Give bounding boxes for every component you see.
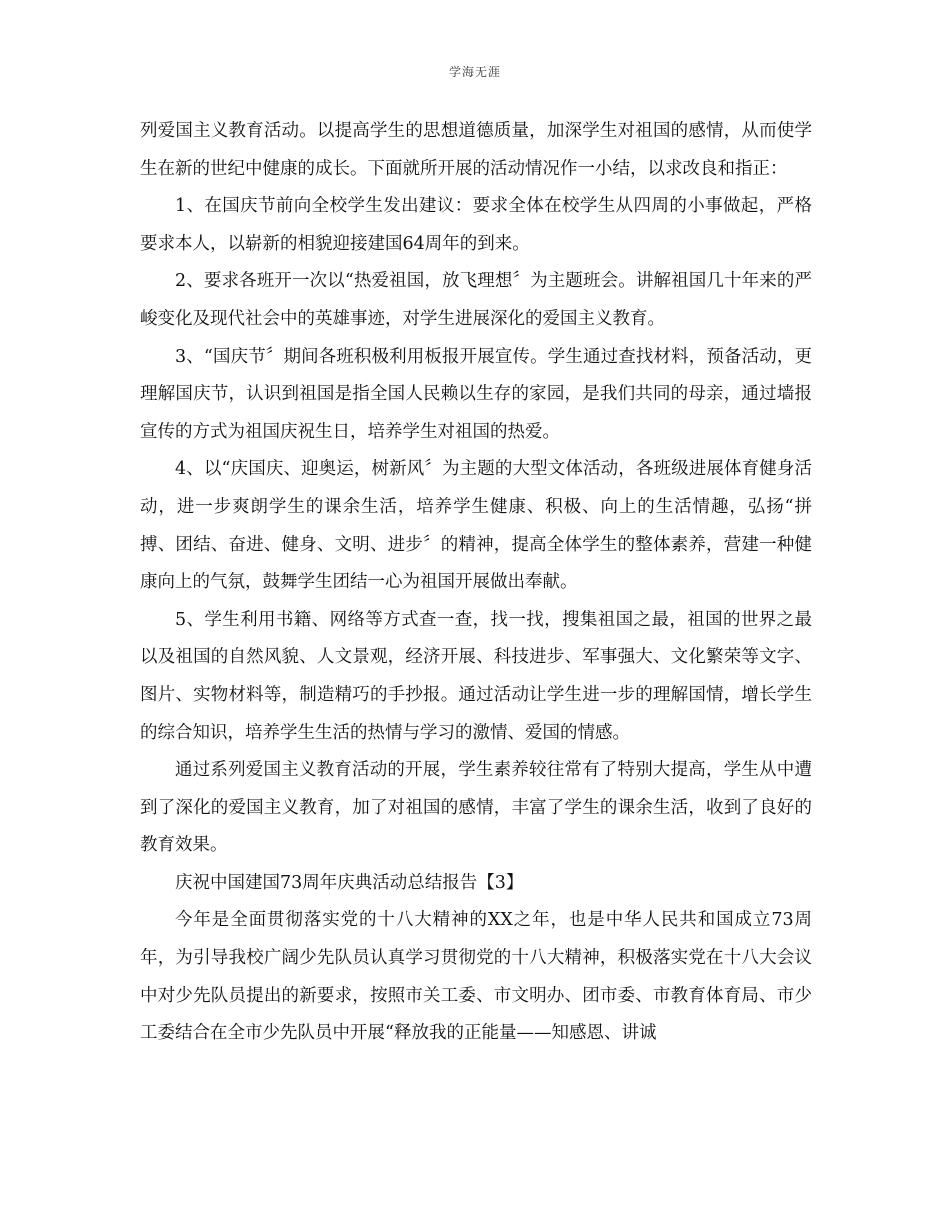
paragraph-item-3: 3、“国庆节〞期间各班积极利用板报开展宣传。学生通过查找材料，预备活动，更理解国庆节，认识到祖国是指全国人民赖以生存的家园，是我们共同的母亲，通过墙报宣传的方式为祖国庆祝生日，培养学生对祖国的热爱。 xyxy=(140,346,812,442)
paragraph-item-2: 2、要求各班开一次以“热爱祖国，放飞理想〞为主题班会。讲解祖国几十年来的严峻变化及现代社会中的英雄事迹，对学生进展深化的爱国主义教育。 xyxy=(140,271,812,329)
paragraph-summary: 通过系列爱国主义教育活动的开展，学生素养较往常有了特别大提高，学生从中遭到了深化的爱国主义教育，加了对祖国的感情，丰富了学生的课余生活，收到了良好的教育效果。 xyxy=(140,760,812,856)
page-header: 学海无涯 xyxy=(448,65,501,79)
paragraph-item-1: 1、在国庆节前向全校学生发出建议：要求全体在校学生从四周的小事做起，严格要求本人，以崭新的相貌迎接建国64周年的到来。 xyxy=(140,196,812,254)
paragraph-item-4: 4、以“庆国庆、迎奥运，树新风〞为主题的大型文体活动，各班级进展体育健身活动，进一步爽朗学生的课余生活，培养学生健康、积极、向上的生活情趣，弘扬“拼搏、团结、奋进、健身、文明、进步〞的精神，提高全体学生的整体素养，营建一种健康向上的气氛，鼓舞学生团结一心为祖国开展做出奉献。 xyxy=(140,459,812,593)
paragraph-intro: 列爱国主义教育活动。以提高学生的思想道德质量，加深学生对祖国的感情，从而使学生在新的世纪中健康的成长。下面就所开展的活动情况作一小结，以求改良和指正： xyxy=(140,121,812,179)
paragraph-item-5: 5、学生利用书籍、网络等方式查一查，找一找，搜集祖国之最，祖国的世界之最以及祖国的自然风貌、人文景观，经济开展、科技进步、军事强大、文化繁荣等文字、图片、实物材料等，制造精巧的手抄报。通过活动让学生进一步的理解国情，增长学生的综合知识，培养学生生活的热情与学习的激情、爱国的情感。 xyxy=(140,609,812,743)
section-heading: 庆祝中国建国73周年庆典活动总结报告【3】 xyxy=(175,872,524,893)
paragraph-section-3: 今年是全面贯彻落实党的十八大精神的XX之年，也是中华人民共和国成立73周年，为引导我校广阔少先队员认真学习贯彻党的十八大精神，积极落实党在十八大会议中对少先队员提出的新要求，按照市关工委、市文明办、团市委、市教育体育局、市少工委结合在全市少先队员中开展“释放我的正能量——知感恩、讲诚 xyxy=(140,910,812,1044)
document-body xyxy=(140,113,812,1053)
